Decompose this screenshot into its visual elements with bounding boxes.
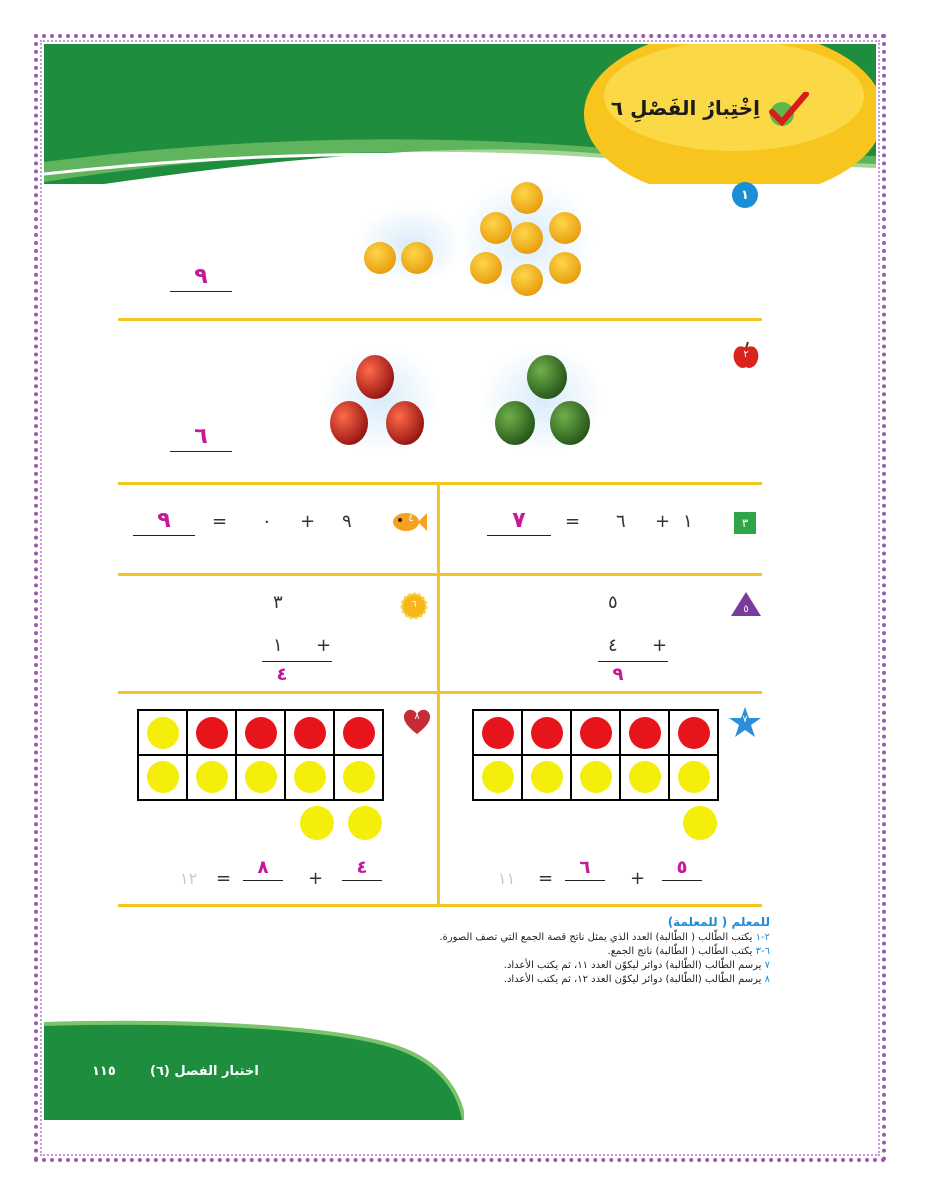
peppers-image — [325, 345, 605, 455]
q8-equals: = — [216, 868, 232, 889]
question-7-number: ٧ — [742, 714, 748, 725]
q3-addend-b: ٦ — [616, 511, 626, 532]
question-6-number: ٦ — [411, 599, 417, 610]
teacher-note-ref: ٧ — [764, 960, 770, 971]
q2-answer-line — [170, 451, 232, 452]
q4-equals: = — [212, 511, 228, 532]
q4-answer-line — [133, 535, 195, 536]
teacher-note-line — [330, 932, 770, 943]
q6-sum-line — [262, 661, 332, 662]
q7-line-a — [662, 880, 702, 881]
q5-plus: + — [652, 635, 668, 656]
teacher-note-text: يكتب الطّالب ( الطّالبة) ناتج الجمع. — [607, 946, 753, 957]
question-8-number: ٨ — [414, 711, 420, 722]
page-number: ١١٥ — [92, 1064, 116, 1079]
teacher-note-text: يكتب الطّالب ( الطّالبة) العدد الذي يمثل ناتج قصة الجمع التي تصف الصورة. — [439, 932, 753, 943]
teacher-note-line — [330, 960, 770, 971]
q8-addend-b: ٨ — [257, 857, 269, 878]
divider — [118, 482, 762, 485]
teacher-note-ref: ٨ — [764, 974, 770, 985]
teacher-notes — [330, 915, 770, 985]
q8-plus: + — [308, 868, 324, 889]
q7-total: ١١ — [498, 869, 516, 888]
q7-addend-a: ٥ — [676, 857, 688, 878]
oranges-image — [355, 180, 595, 300]
q3-answer: ٧ — [512, 508, 526, 533]
q7-line-b — [565, 880, 605, 881]
question-3-badge: ٣ — [734, 512, 756, 534]
question-5-number: ٥ — [743, 604, 749, 615]
q6-plus: + — [316, 635, 332, 656]
page-title: اِخْتِبارُ الفَصْلِ ٦ — [610, 96, 760, 120]
q5-bottom: ٤ — [608, 635, 618, 656]
teacher-note-text: يرسم الطّالب (الطّالبة) دوائر ليكوّن العدد ١٢، ثم يكتب الأعداد. — [503, 974, 762, 985]
divider — [118, 318, 762, 321]
q8-line-b — [243, 880, 283, 881]
q4-addend-a: ٩ — [342, 511, 352, 532]
q3-addend-a: ١ — [683, 511, 693, 532]
question-1-badge: ١ — [732, 182, 758, 208]
q6-answer: ٤ — [276, 664, 288, 685]
q1-answer: ٩ — [194, 264, 208, 289]
teacher-note-line — [330, 946, 770, 957]
q8-addend-a: ٤ — [356, 857, 368, 878]
teacher-notes-heading: للمعلم ( للمعلمة) — [667, 915, 770, 929]
checkmark-icon — [766, 92, 810, 128]
q7-addend-b: ٦ — [579, 857, 591, 878]
q3-plus: + — [655, 511, 671, 532]
q8-total: ١٢ — [180, 869, 198, 888]
teacher-note-text: يرسم الطّالب (الطّالبة) دوائر ليكوّن العدد ١١، ثم يكتب الأعداد. — [503, 960, 762, 971]
q3-equals: = — [565, 511, 581, 532]
q5-answer: ٩ — [612, 664, 624, 685]
q7-plus: + — [630, 868, 646, 889]
q5-sum-line — [598, 661, 668, 662]
teacher-note-ref: ٦-٣ — [755, 946, 770, 957]
q1-answer-line — [170, 291, 232, 292]
teacher-note-ref: ٢-١ — [755, 932, 770, 943]
q4-plus: + — [300, 511, 316, 532]
q2-answer: ٦ — [194, 424, 208, 449]
divider — [118, 691, 762, 694]
q6-top: ٣ — [273, 592, 283, 613]
q7-equals: = — [538, 868, 554, 889]
divider — [118, 904, 762, 907]
question-2-number: ٢ — [743, 349, 749, 360]
q8-line-a — [342, 880, 382, 881]
ten-frame-7 — [472, 709, 722, 844]
q6-bottom: ١ — [273, 635, 283, 656]
teacher-note-line — [330, 974, 770, 985]
q5-top: ٥ — [608, 592, 618, 613]
divider — [118, 573, 762, 576]
ten-frame-8 — [137, 709, 387, 844]
q4-addend-b: ٠ — [262, 511, 272, 532]
footer-chapter: اختبار الفصل (٦) — [150, 1064, 259, 1079]
question-4-number: ٤ — [408, 513, 414, 524]
q4-answer: ٩ — [157, 508, 171, 533]
q3-answer-line — [487, 535, 551, 536]
